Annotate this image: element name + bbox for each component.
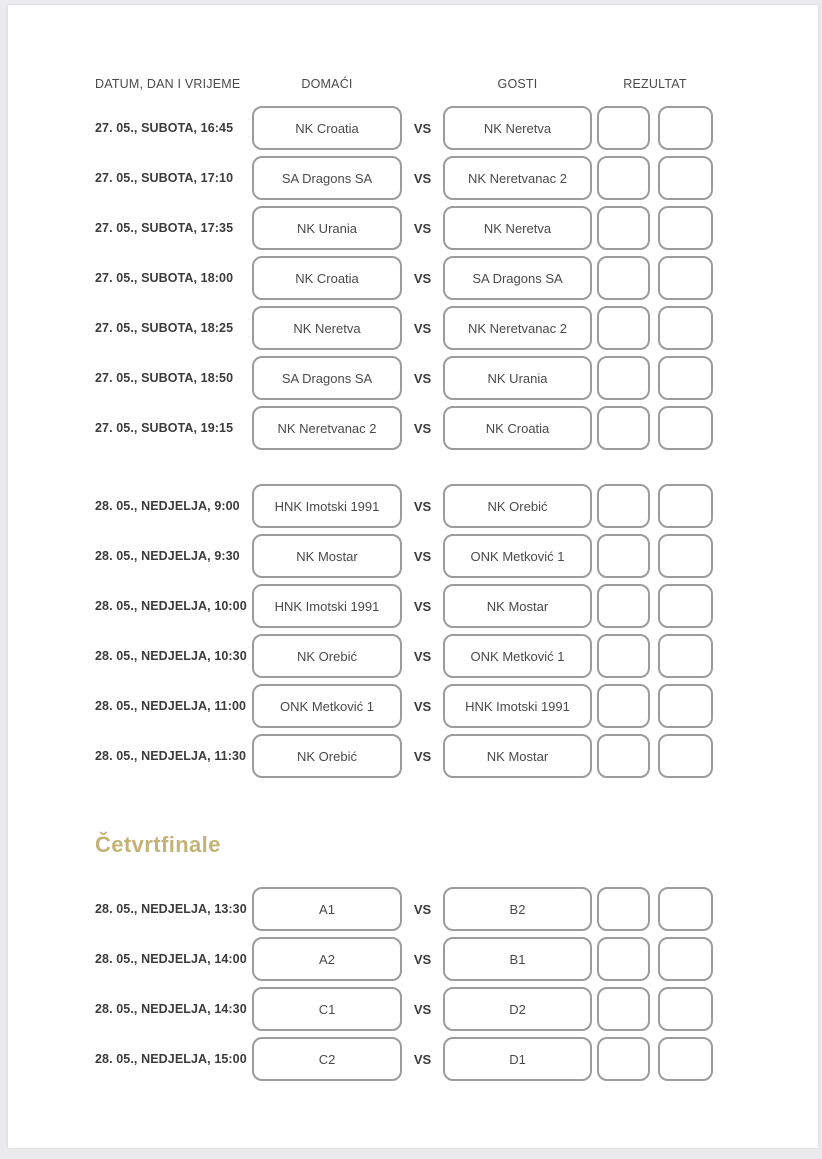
home-team-box: C1: [252, 987, 402, 1031]
away-score-field[interactable]: [658, 987, 713, 1031]
match-datetime: 27. 05., SUBOTA, 18:25: [95, 321, 234, 335]
home-score-field[interactable]: [597, 937, 650, 981]
guest-team-box: NK Neretva: [443, 206, 592, 250]
vs-label: VS: [413, 120, 432, 136]
home-team-box: A1: [252, 887, 402, 931]
guest-team-box: NK Croatia: [443, 406, 592, 450]
match-datetime: 28. 05., NEDJELJA, 14:30: [95, 1002, 247, 1016]
guest-team-box: ONK Metković 1: [443, 534, 592, 578]
home-team-box: HNK Imotski 1991: [252, 584, 402, 628]
header-home: DOMAĆI: [301, 77, 353, 91]
schedule-content: [8, 5, 818, 1087]
away-score-field[interactable]: [658, 484, 713, 528]
away-score-field[interactable]: [658, 734, 713, 778]
away-score-field[interactable]: [658, 106, 713, 150]
home-score-field[interactable]: [597, 484, 650, 528]
match-datetime: 28. 05., NEDJELJA, 14:00: [95, 952, 247, 966]
home-team-box: ONK Metković 1: [252, 684, 402, 728]
home-team-box: SA Dragons SA: [252, 156, 402, 200]
match-datetime: 27. 05., SUBOTA, 19:15: [95, 421, 234, 435]
home-score-field[interactable]: [597, 1037, 650, 1081]
away-score-field[interactable]: [658, 887, 713, 931]
home-score-field[interactable]: [597, 584, 650, 628]
home-score-field[interactable]: [597, 156, 650, 200]
schedule-section: [95, 484, 818, 784]
vs-label: VS: [413, 320, 432, 336]
guest-team-box: NK Neretva: [443, 106, 592, 150]
match-datetime: 27. 05., SUBOTA, 16:45: [95, 121, 234, 135]
vs-label: VS: [413, 270, 432, 286]
match-row: [95, 684, 818, 728]
away-score-field[interactable]: [658, 256, 713, 300]
away-score-field[interactable]: [658, 534, 713, 578]
away-score-field[interactable]: [658, 1037, 713, 1081]
match-datetime: 27. 05., SUBOTA, 17:10: [95, 171, 234, 185]
match-datetime: 27. 05., SUBOTA, 18:50: [95, 371, 234, 385]
guest-team-box: NK Mostar: [443, 584, 592, 628]
guest-team-box: D2: [443, 987, 592, 1031]
match-datetime: 28. 05., NEDJELJA, 11:00: [95, 699, 247, 713]
away-score-field[interactable]: [658, 306, 713, 350]
vs-label: VS: [413, 648, 432, 664]
header-result: REZULTAT: [623, 77, 687, 91]
match-row: [95, 987, 818, 1031]
home-team-box: C2: [252, 1037, 402, 1081]
schedule-sections: [95, 106, 818, 1087]
match-row: [95, 734, 818, 778]
vs-label: VS: [413, 951, 432, 967]
away-score-field[interactable]: [658, 684, 713, 728]
match-row: [95, 937, 818, 981]
header-datetime: DATUM, DAN I VRIJEME: [95, 77, 241, 91]
vs-label: VS: [413, 420, 432, 436]
match-row: [95, 534, 818, 578]
match-datetime: 28. 05., NEDJELJA, 13:30: [95, 902, 247, 916]
home-score-field[interactable]: [597, 106, 650, 150]
home-score-field[interactable]: [597, 206, 650, 250]
home-score-field[interactable]: [597, 256, 650, 300]
section-rows: [95, 106, 818, 450]
vs-label: VS: [413, 548, 432, 564]
away-score-field[interactable]: [658, 406, 713, 450]
home-score-field[interactable]: [597, 406, 650, 450]
vs-label: VS: [413, 370, 432, 386]
away-score-field[interactable]: [658, 584, 713, 628]
vs-label: VS: [413, 698, 432, 714]
home-team-box: A2: [252, 937, 402, 981]
home-team-box: NK Neretva: [252, 306, 402, 350]
match-row: [95, 356, 818, 400]
home-score-field[interactable]: [597, 987, 650, 1031]
home-team-box: SA Dragons SA: [252, 356, 402, 400]
home-team-box: NK Orebić: [252, 734, 402, 778]
guest-team-box: NK Orebić: [443, 484, 592, 528]
match-datetime: 28. 05., NEDJELJA, 9:30: [95, 549, 240, 563]
guest-team-box: B2: [443, 887, 592, 931]
match-row: [95, 584, 818, 628]
guest-team-box: NK Mostar: [443, 734, 592, 778]
home-team-box: NK Urania: [252, 206, 402, 250]
vs-label: VS: [413, 170, 432, 186]
home-team-box: NK Croatia: [252, 106, 402, 150]
match-row: [95, 206, 818, 250]
match-row: [95, 306, 818, 350]
match-datetime: 28. 05., NEDJELJA, 11:30: [95, 749, 247, 763]
away-score-field[interactable]: [658, 206, 713, 250]
away-score-field[interactable]: [658, 156, 713, 200]
match-datetime: 28. 05., NEDJELJA, 9:00: [95, 499, 240, 513]
guest-team-box: ONK Metković 1: [443, 634, 592, 678]
vs-label: VS: [413, 1001, 432, 1017]
match-row: [95, 256, 818, 300]
header-guests: GOSTI: [497, 77, 538, 91]
match-row: [95, 1037, 818, 1081]
home-team-box: HNK Imotski 1991: [252, 484, 402, 528]
guest-team-box: NK Neretvanac 2: [443, 306, 592, 350]
vs-label: VS: [413, 498, 432, 514]
home-score-field[interactable]: [597, 306, 650, 350]
match-row: [95, 106, 818, 150]
section-title: Četvrtfinale: [95, 832, 221, 857]
vs-label: VS: [413, 1051, 432, 1067]
home-score-field[interactable]: [597, 534, 650, 578]
away-score-field[interactable]: [658, 356, 713, 400]
schedule-section: [95, 106, 818, 456]
home-team-box: NK Croatia: [252, 256, 402, 300]
home-score-field[interactable]: [597, 887, 650, 931]
match-row: [95, 887, 818, 931]
match-row: [95, 406, 818, 450]
guest-team-box: NK Neretvanac 2: [443, 156, 592, 200]
away-score-field[interactable]: [658, 937, 713, 981]
match-datetime: 27. 05., SUBOTA, 18:00: [95, 271, 234, 285]
guest-team-box: HNK Imotski 1991: [443, 684, 592, 728]
match-row: [95, 156, 818, 200]
match-row: [95, 634, 818, 678]
schedule-page: [8, 5, 818, 1148]
match-datetime: 28. 05., NEDJELJA, 10:30: [95, 649, 247, 663]
home-team-box: NK Mostar: [252, 534, 402, 578]
vs-label: VS: [413, 901, 432, 917]
home-score-field[interactable]: [597, 684, 650, 728]
guest-team-box: B1: [443, 937, 592, 981]
vs-label: VS: [413, 748, 432, 764]
vs-label: VS: [413, 220, 432, 236]
match-datetime: 27. 05., SUBOTA, 17:35: [95, 221, 234, 235]
home-score-field[interactable]: [597, 356, 650, 400]
guest-team-box: NK Urania: [443, 356, 592, 400]
home-team-box: NK Neretvanac 2: [252, 406, 402, 450]
match-datetime: 28. 05., NEDJELJA, 10:00: [95, 599, 247, 613]
home-score-field[interactable]: [597, 734, 650, 778]
away-score-field[interactable]: [658, 634, 713, 678]
guest-team-box: D1: [443, 1037, 592, 1081]
match-row: [95, 484, 818, 528]
vs-label: VS: [413, 598, 432, 614]
column-headers: [95, 77, 818, 94]
home-team-box: NK Orebić: [252, 634, 402, 678]
home-score-field[interactable]: [597, 634, 650, 678]
guest-team-box: SA Dragons SA: [443, 256, 592, 300]
section-rows: [95, 484, 818, 778]
section-rows: [95, 887, 818, 1081]
schedule-section: [95, 812, 818, 1087]
match-datetime: 28. 05., NEDJELJA, 15:00: [95, 1052, 247, 1066]
